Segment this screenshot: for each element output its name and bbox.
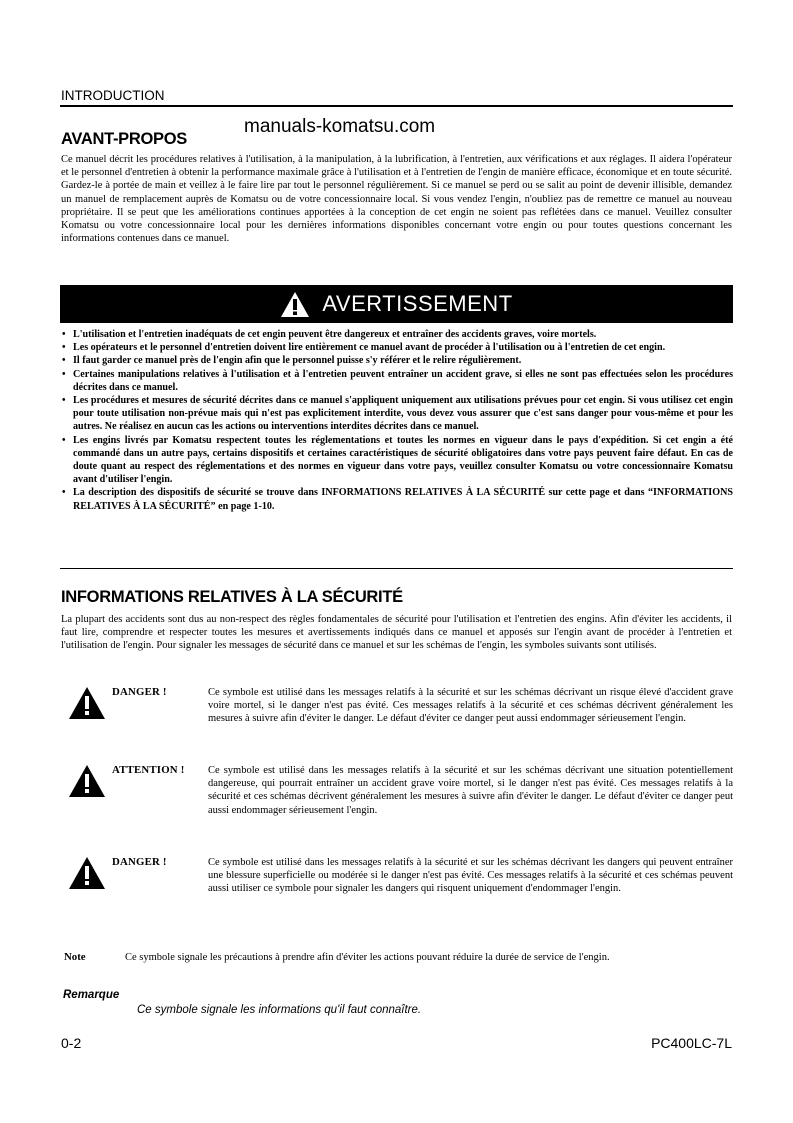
safety-title: INFORMATIONS RELATIVES À LA SÉCURITÉ bbox=[61, 588, 403, 606]
foreword-title: AVANT-PROPOS bbox=[61, 130, 187, 148]
warning-bottom-rule bbox=[60, 568, 733, 569]
symbol-label: DANGER ! bbox=[112, 686, 167, 698]
note-label: Note bbox=[64, 951, 86, 963]
warning-item: • Il faut garder ce manuel près de l'engin afin que le personnel puisse s'y référer et le relire régulièrement. bbox=[61, 354, 733, 367]
section-header: INTRODUCTION bbox=[61, 88, 165, 103]
foreword-paragraph: Ce manuel décrit les procédures relatives à l'utilisation, à la manipulation, à la lubrification, à l'entretien, aux vérifications et aux réglages. Il aidera l'opérateur et le personnel d'entretien à obtenir la performance maximale grâce à l'utilisation et à l'entretien de l'engin de manière efficace, économique et en toute sécurité. Gardez-le à portée de main et veillez à le faire lire par tout le personnel régulièrement. Si ce manuel se perd ou se salit au point de devenir illisible, demandez un manuel de remplacement auprès de Komatsu ou de votre concessionnaire local. Si vous vendez l'engin, n'oubliez pas de remettre ce manuel au nouveau propriétaire. Il se peut que les améliorations continues apportées à la conception de cet engin ne soient pas reflétées dans ce manuel. Veuillez consulter Komatsu ou votre concessionnaire local pour les dernières informations disponibles concernant votre engin ou pour toutes questions concernant les informations contenues dans ce manuel. bbox=[61, 154, 732, 245]
warning-item: • L'utilisation et l'entretien inadéquats de cet engin peuvent être dangereux et entraîner des accidents graves, voire mortels. bbox=[61, 328, 733, 341]
remark-text: Ce symbole signale les informations qu'il faut connaître. bbox=[137, 1004, 422, 1016]
warning-triangle-icon bbox=[280, 291, 310, 318]
symbol-label: ATTENTION ! bbox=[112, 764, 185, 776]
symbol-description: Ce symbole est utilisé dans les messages relatifs à la sécurité et sur les schémas décrivant les dangers qui peuvent entraîner une blessure superficielle ou modérée si le danger n'est pas évité. Ces messages relatifs à la sécurité et ces schémas peuvent aussi utiliser ce symbole pour signaler les dangers qui risquent uniquement d'endommager l'engin. bbox=[208, 857, 733, 895]
safety-paragraph: La plupart des accidents sont dus au non-respect des règles fondamentales de sécurité pour l'utilisation et l'entretien des engins. Afin d'éviter les accidents, il faut lire, comprendre et respecter toutes les mesures et avertissements indiqués dans ce manuel et apposés sur l'engin avant de procéder à l'entretien et l'utilisation de l'engin. Pour signaler les messages de sécurité dans ce manuel et sur les schémas de l'engin, les symboles suivants sont utilisés. bbox=[61, 614, 732, 652]
note-text: Ce symbole signale les précautions à prendre afin d'éviter les actions pouvant réduire la durée de service de l'engin. bbox=[125, 952, 610, 963]
warning-triangle-icon bbox=[68, 764, 106, 798]
warning-list bbox=[61, 328, 733, 513]
symbol-description: Ce symbole est utilisé dans les messages relatifs à la sécurité et sur les schémas décrivant un risque élevé d'accident grave voire mortel, si le danger n'est pas évité. Ces messages relatifs à la sécurité et ces schémas décrivent généralement les mesures à suivre afin d'éviter le danger. Le défaut d'éviter ce danger peut aussi endommager sérieusement l'engin. bbox=[208, 687, 733, 725]
warning-triangle-icon bbox=[68, 686, 106, 720]
remark-label: Remarque bbox=[63, 989, 120, 1001]
warning-item: • La description des dispositifs de sécurité se trouve dans INFORMATIONS RELATIVES À LA SÉCURITÉ sur cette page et dans “INFORMATIONS RELATIVES À LA SÉCURITÉ” en page 1-10. bbox=[61, 486, 733, 512]
warning-title: AVERTISSEMENT bbox=[322, 291, 513, 316]
page-number: 0-2 bbox=[61, 1035, 82, 1051]
warning-item: • Les engins livrés par Komatsu respectent toutes les réglementations et toutes les normes en vigueur dans le pays d'expédition. Si cet engin a été commandé dans un autre pays, certains dispositifs et certaines caractéristiques de sécurité obligatoires dans votre pays peuvent faire défaut. En cas de doute quant au respect des réglementations et des normes en vigueur dans votre pays, veuillez consulter Komatsu ou votre concessionnaire Komatsu avant d'utiliser l'engin. bbox=[61, 434, 733, 487]
warning-item: • Les opérateurs et le personnel d'entretien doivent lire entièrement ce manuel avant de procéder à l'utilisation ou à l'entretien de cet engin. bbox=[61, 341, 733, 354]
warning-banner bbox=[60, 285, 733, 323]
header-rule bbox=[60, 105, 733, 107]
symbol-description: Ce symbole est utilisé dans les messages relatifs à la sécurité et sur les schémas décrivant une situation potentiellement dangereuse, qui pourrait entraîner un accident grave voire mortel, si le danger n'est pas évité. Ces messages relatifs à la sécurité et ces schémas décrivent généralement les mesures à suivre afin d'éviter le danger. Le défaut d'éviter ce danger peut aussi endommager sérieusement l'engin. bbox=[208, 765, 733, 816]
symbol-label: DANGER ! bbox=[112, 856, 167, 868]
watermark: manuals-komatsu.com bbox=[244, 116, 436, 137]
warning-triangle-icon bbox=[68, 856, 106, 890]
warning-item: • Les procédures et mesures de sécurité décrites dans ce manuel s'appliquent uniquement aux utilisations prévues pour cet engin. Si vous utilisez cet engin pour toute utilisation non-prévue mais qui n'est pas explicitement interdite, vous devez vous assurer que c'est sans danger pour vous-même et pour les autres. Ne réalisez en aucun cas les actions ou interventions interdites décrites dans ce manuel. bbox=[61, 394, 733, 434]
warning-item: • Certaines manipulations relatives à l'utilisation et à l'entretien peuvent entraîner un accident grave, si elles ne sont pas effectuées selon les procédures décrites dans ce manuel. bbox=[61, 368, 733, 394]
model-number: PC400LC-7L bbox=[651, 1035, 732, 1051]
